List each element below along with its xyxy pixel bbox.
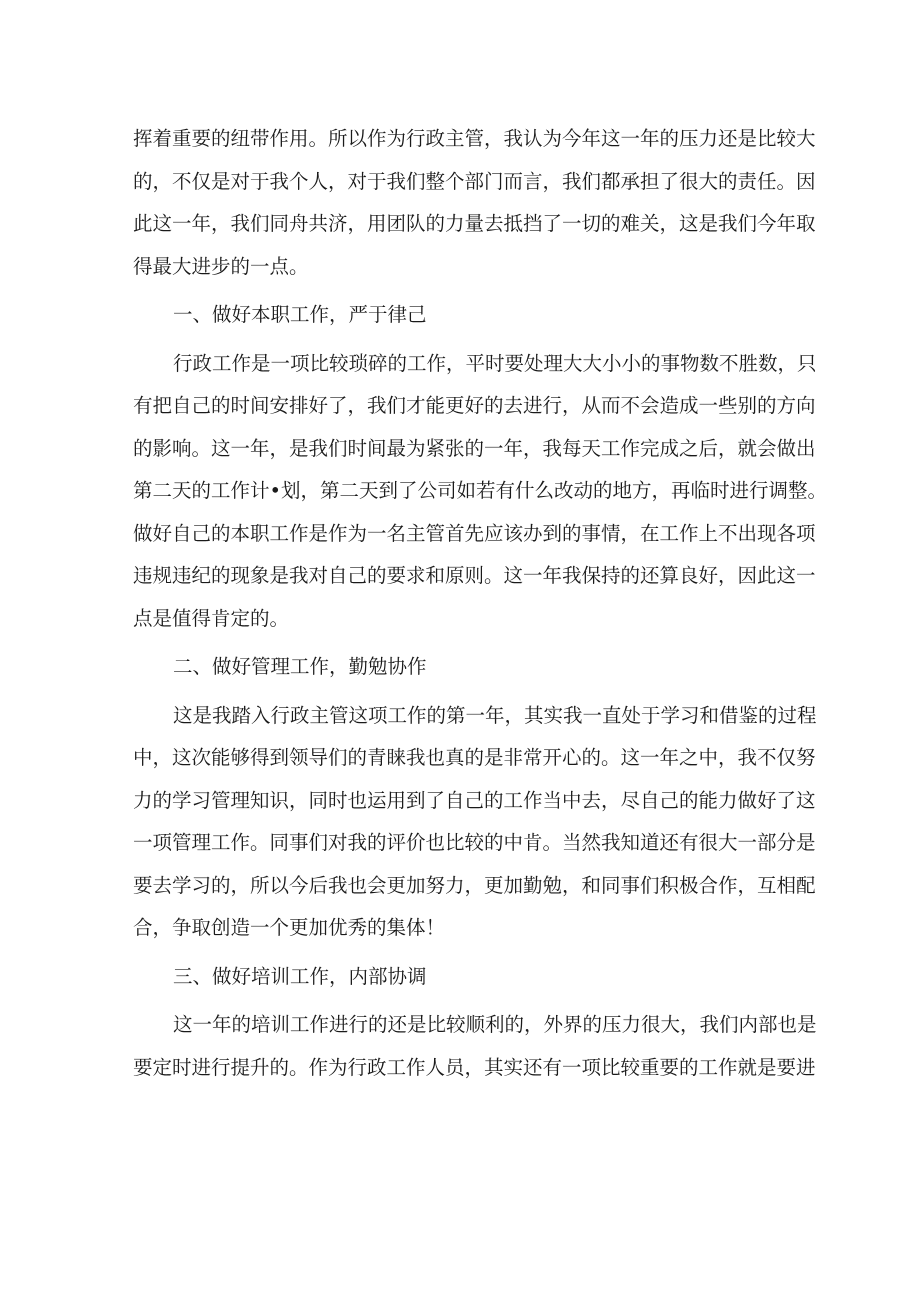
- paragraph-line: 这是我踏入行政主管这项工作的第一年，其实我一直处于学习和借鉴的过程: [173, 703, 817, 727]
- paragraph-line: 有把自己的时间安排好了，我们才能更好的去进行，从而不会造成一些别的方向: [133, 394, 816, 417]
- paragraph-line: 违规违纪的现象是我对自己的要求和原则。这一年我保持的还算良好，因此这一: [133, 564, 816, 587]
- paragraph-line: 中，这次能够得到领导们的青睐我也真的是非常开心的。这一年之中，我不仅努: [133, 746, 816, 769]
- paragraph-line: 要定时进行提升的。作为行政工作人员，其实还有一项比较重要的工作就是要进: [133, 1055, 816, 1079]
- paragraph-line: 挥着重要的纽带作用。所以作为行政主管，我认为今年这一年的压力还是比较大: [133, 127, 816, 150]
- paragraph-line: 这一年的培训工作进行的还是比较顺利的，外界的压力很大，我们内部也是: [173, 1013, 817, 1036]
- paragraph-line: 的，不仅是对于我个人，对于我们整个部门而言，我们都承担了很大的责任。因: [133, 169, 816, 193]
- paragraph-line: 做好自己的本职工作是作为一名主管首先应该办到的事情，在工作上不出现各项: [133, 521, 816, 545]
- paragraph-line: 行政工作是一项比较琐碎的工作，平时要处理大大小小的事物数不胜数，只: [173, 351, 817, 375]
- section-heading: 三、做好培训工作，内部协调: [173, 964, 427, 988]
- paragraph-line: 合，争取创造一个更加优秀的集体！: [133, 916, 446, 939]
- paragraph-line: 要去学习的，所以今后我也会更加努力，更加勤勉，和同事们积极合作，互相配: [133, 873, 816, 897]
- paragraph-line: 点是值得肯定的。: [133, 606, 290, 630]
- paragraph-line: 的影响。这一年，是我们时间最为紧张的一年，我每天工作完成之后，就会做出: [133, 436, 816, 460]
- section-heading: 二、做好管理工作，勤勉协作: [173, 655, 427, 678]
- paragraph-line: 得最大进步的一点。: [133, 254, 309, 278]
- paragraph-line: 此这一年，我们同舟共济，用团队的力量去抵挡了一切的难关，这是我们今年取: [133, 212, 816, 235]
- paragraph-line: 力的学习管理知识，同时也运用到了自己的工作当中去，尽自己的能力做好了这: [133, 788, 816, 812]
- paragraph-line: 第二天的工作计•划，第二天到了公司如若有什么改动的地方，再临时进行调整。: [133, 479, 828, 502]
- section-heading: 一、做好本职工作，严于律己: [173, 303, 427, 326]
- paragraph-line: 一项管理工作。同事们对我的评价也比较的中肯。当然我知道还有很大一部分是: [133, 831, 816, 854]
